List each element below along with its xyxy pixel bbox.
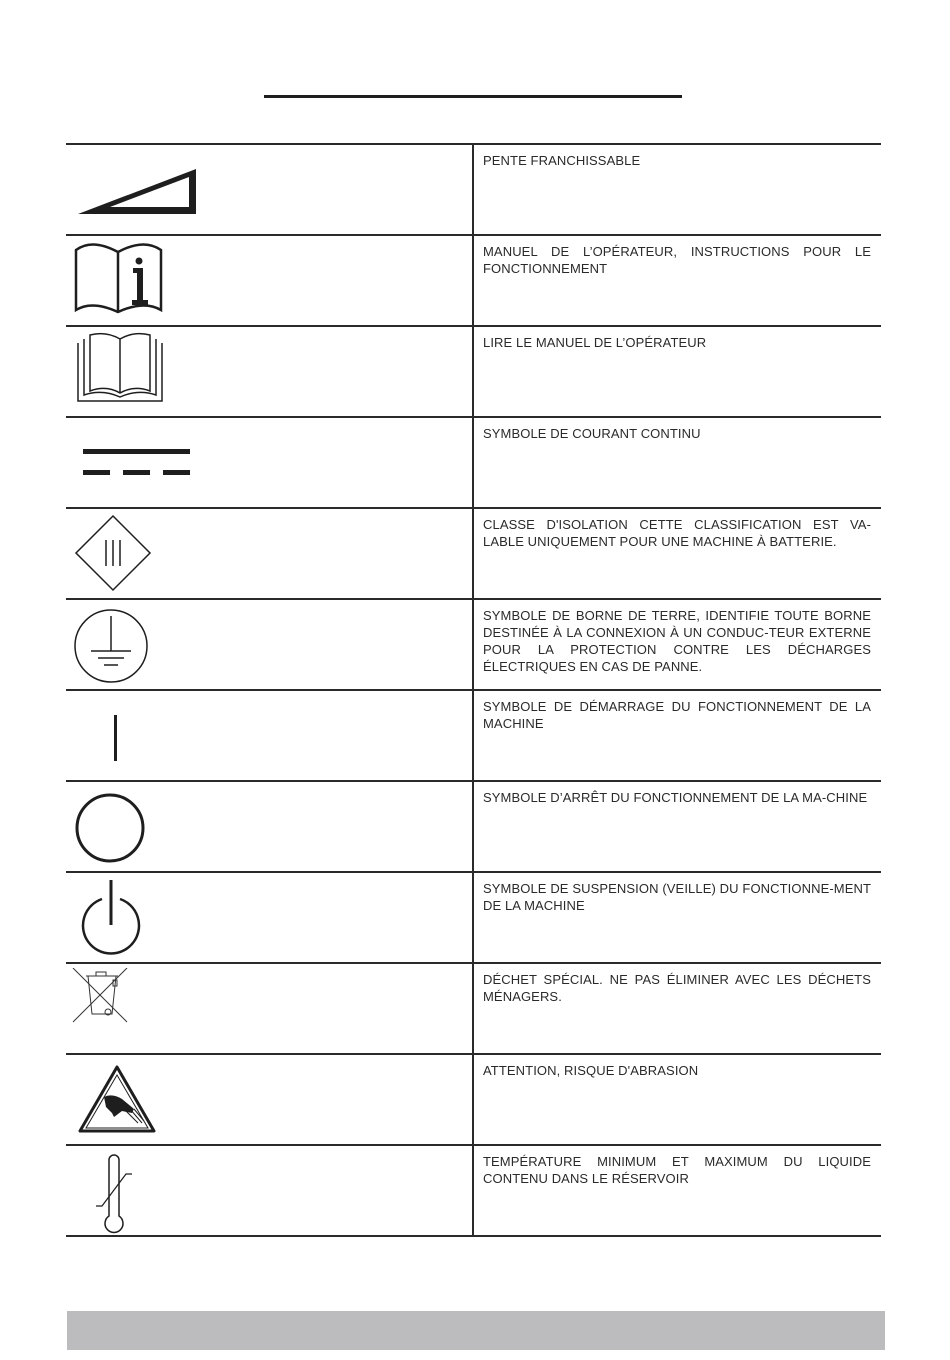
table-row [66,325,881,416]
table-row [66,143,881,234]
table-row [66,689,881,780]
direct-current-icon [72,422,202,502]
table-row [66,962,881,1053]
thermometer-icon [72,1150,172,1234]
table-row [66,871,881,962]
insulation-class-iii-icon [72,513,172,597]
slope-icon [72,149,212,229]
row-text: SYMBOLE DE COURANT CONTINU [483,426,701,441]
table-row [66,1053,881,1144]
abrasion-warning-icon [72,1059,172,1143]
title-rule [264,95,682,98]
weee-bin-icon [72,968,172,1052]
power-on-icon [72,695,172,779]
table-row [66,416,881,507]
symbols-table [66,143,881,1237]
footer-bar [67,1311,885,1350]
standby-icon [72,877,172,961]
table-row [66,234,881,325]
table-row [66,1144,881,1237]
power-off-icon [72,786,172,870]
manual-info-icon [72,240,172,320]
row-text: ATTENTION, RISQUE D'ABRASION [483,1063,699,1078]
row-text: TEMPÉRATURE MINIMUM ET MAXIMUM DU LIQUIDE CONTENU DANS LE RÉSERVOIR [483,1154,871,1186]
row-text: LIRE LE MANUEL DE L’OPÉRATEUR [483,335,707,350]
row-text: CLASSE D'ISOLATION CETTE CLASSIFICATION EST VA-LABLE UNIQUEMENT POUR UNE MACHINE À BATTERIE. [483,517,871,549]
row-text: MANUEL DE L’OPÉRATEUR, INSTRUCTIONS POUR LE FONCTIONNEMENT [483,244,871,276]
read-manual-icon [72,331,172,411]
table-row [66,780,881,871]
row-text: SYMBOLE D’ARRÊT DU FONCTIONNEMENT DE LA MA-CHINE [483,790,868,805]
row-text: SYMBOLE DE SUSPENSION (VEILLE) DU FONCTIONNE-MENT DE LA MACHINE [483,881,871,913]
table-row [66,507,881,598]
row-text: DÉCHET SPÉCIAL. NE PAS ÉLIMINER AVEC LES DÉCHETS MÉNAGERS. [483,972,871,1004]
row-text: PENTE FRANCHISSABLE [483,153,641,168]
row-text: SYMBOLE DE DÉMARRAGE DU FONCTIONNEMENT DE LA MACHINE [483,699,871,731]
earth-terminal-icon [72,604,172,688]
row-text: SYMBOLE DE BORNE DE TERRE, IDENTIFIE TOUTE BORNE DESTINÉE À LA CONNEXION À UN CONDUC-TEUR EXTERNE POUR LA PROTECTION CONTRE LES DÉCHARGES ÉLECTRIQUES EN CAS DE PANNE. [483,608,871,674]
table-row [66,598,881,689]
